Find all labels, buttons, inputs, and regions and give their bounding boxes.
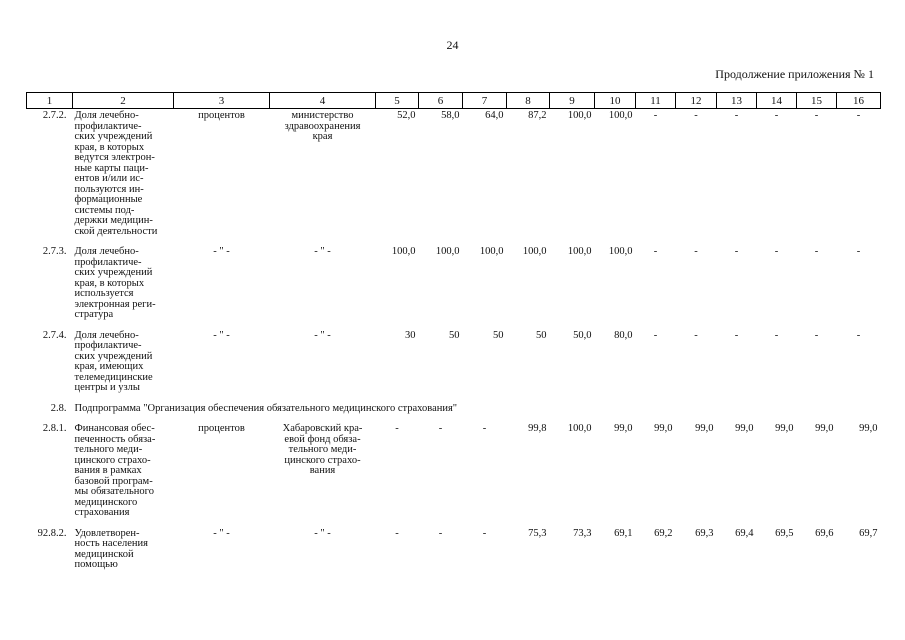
cell-line: - " - (314, 329, 331, 341)
table-body-section-2-8 (27, 422, 881, 579)
value-cell: - (734, 110, 739, 121)
value-cell: 69,7 (859, 527, 878, 539)
cell-line: - " - (213, 527, 230, 539)
value-cell: - (734, 329, 739, 341)
cell-line: ских учреждений (74, 267, 153, 278)
value-cell: - (814, 329, 819, 341)
value-cell: 50 (449, 329, 460, 341)
column-header: 15 (797, 93, 837, 109)
cell-line: телемедицинские (74, 371, 153, 383)
value-cell: 69,3 (695, 527, 714, 539)
cell-line: ских учреждений (74, 131, 153, 142)
column-header: 2 (73, 93, 174, 109)
cell-line: - " - (213, 329, 230, 341)
cell-line: Доля лечебно- (74, 246, 139, 257)
cell-line: - " - (213, 246, 230, 257)
column-header: 1 (27, 93, 73, 109)
cell-line: используется (74, 288, 134, 299)
column-header: 11 (636, 93, 676, 109)
cell-line: ской деятельности (74, 225, 158, 237)
cell-line: системы под- (74, 204, 135, 216)
table-header-row (27, 93, 881, 109)
value-cell: - (694, 110, 698, 121)
responsible-executor (270, 422, 376, 527)
value-cell: - (694, 246, 698, 257)
cell-line: тельного меди- (74, 444, 143, 455)
table-body-section-2-7 (27, 109, 881, 402)
indicator-name (73, 422, 174, 527)
row-number: 2.8.1. (42, 423, 67, 434)
value-cell: 100,0 (435, 246, 460, 257)
unit-of-measure (174, 329, 270, 402)
cell-line: тельного меди- (288, 444, 357, 455)
value-cell: 80,0 (614, 329, 633, 341)
responsible-executor (270, 245, 376, 329)
cell-line: края, имеющих (74, 361, 144, 372)
column-header: 12 (676, 93, 717, 109)
cell-line: министерство (291, 110, 354, 121)
value-cell: - (774, 246, 779, 257)
table-row (27, 527, 881, 579)
value-cell: - (856, 329, 861, 341)
value-cell: 69,6 (815, 527, 834, 539)
column-header: 9 (550, 93, 595, 109)
indicator-name (73, 109, 174, 246)
cell-line: мы обязательного (74, 486, 154, 497)
subprogram-title: Подпрограмма "Организация обеспечения обязательного медицинского страхования" (74, 402, 458, 414)
value-cell: 100,0 (567, 110, 592, 121)
cell-line: цинского страхо- (284, 454, 361, 466)
column-header: 6 (419, 93, 463, 109)
cell-line: Хабаровский кра- (282, 423, 363, 434)
cell-line: края (312, 131, 333, 142)
value-cell: - (734, 246, 739, 257)
value-cell: 75,3 (528, 527, 547, 539)
value-cell: - (653, 110, 658, 121)
table-row (27, 422, 881, 527)
value-cell: - (856, 110, 861, 121)
cell-line: - " - (314, 527, 331, 539)
value-cell: - (814, 246, 819, 257)
value-cell: 100,0 (567, 246, 592, 257)
cell-line: стратура (74, 309, 114, 320)
column-header: 13 (717, 93, 757, 109)
subprogram-section (27, 402, 881, 423)
subprogram-number: 2.8. (50, 402, 67, 414)
value-cell: - (653, 246, 658, 257)
column-header: 14 (757, 93, 797, 109)
value-cell: 100,0 (522, 246, 547, 257)
cell-line: печенность обяза- (74, 433, 156, 445)
value-cell: 99,0 (614, 423, 633, 434)
cell-line: цинского страхо- (74, 454, 151, 466)
value-cell: 50 (536, 329, 547, 341)
cell-line: ентов и/или ис- (74, 173, 144, 184)
value-cell: 69,1 (614, 527, 633, 539)
cell-line: здравоохранения (284, 120, 361, 132)
cell-line: профилактиче- (74, 120, 142, 132)
page-number: 24 (446, 38, 459, 52)
unit-of-measure (174, 245, 270, 329)
value-cell: - (694, 329, 698, 341)
value-cell: - (814, 110, 819, 121)
cell-line: Финансовая обес- (74, 423, 155, 434)
cell-line: края, в которых (74, 141, 145, 153)
value-cell: 100,0 (608, 246, 633, 257)
cell-line: профилактиче- (74, 256, 142, 268)
responsible-executor (270, 109, 376, 246)
column-header: 16 (837, 93, 881, 109)
value-cell: 99,0 (654, 423, 673, 434)
cell-line: ные карты паци- (74, 162, 149, 174)
value-cell: 69,4 (735, 527, 754, 539)
value-cell: 64,0 (485, 110, 504, 121)
table-row (27, 245, 881, 329)
column-header: 3 (174, 93, 270, 109)
cell-line: евой фонд обяза- (284, 433, 361, 445)
value-cell: - (395, 527, 399, 539)
row-number: 2.7.3. (42, 246, 67, 257)
cell-line: края, в которых (74, 277, 145, 289)
row-number: 92.8.2. (37, 527, 67, 539)
column-header: 8 (507, 93, 550, 109)
value-cell: - (856, 246, 861, 257)
value-cell: 99,0 (815, 423, 834, 434)
value-cell: - (774, 329, 779, 341)
cell-line: медицинского (74, 496, 138, 508)
responsible-executor (270, 329, 376, 402)
cell-line: ность населения (74, 538, 148, 549)
indicator-name (73, 527, 174, 579)
cell-line: Доля лечебно- (74, 110, 139, 121)
value-cell: 30 (405, 329, 416, 341)
unit-of-measure (174, 422, 270, 527)
value-cell: 99,0 (775, 423, 794, 434)
cell-line: процентов (198, 110, 245, 121)
cell-line: Удовлетворен- (74, 527, 140, 539)
value-cell: 100,0 (391, 246, 416, 257)
subprogram-row (27, 402, 881, 423)
cell-line: ведутся электрон- (74, 152, 155, 163)
column-header: 10 (595, 93, 636, 109)
value-cell: - (774, 110, 779, 121)
value-cell: 100,0 (567, 423, 592, 434)
unit-of-measure (174, 109, 270, 246)
value-cell: 99,0 (859, 423, 878, 434)
cell-line: - " - (314, 246, 331, 257)
cell-line: медицинской (74, 548, 134, 560)
cell-line: профилактиче- (74, 340, 142, 351)
value-cell: 99,0 (695, 423, 714, 434)
value-cell: 50,0 (573, 329, 592, 341)
cell-line: электронная реги- (74, 298, 156, 310)
value-cell: 50 (493, 329, 504, 341)
value-cell: - (395, 423, 399, 434)
unit-of-measure (174, 527, 270, 579)
appendix-continuation-note: Продолжение приложения № 1 (715, 67, 874, 81)
value-cell: 52,0 (397, 110, 416, 121)
cell-line: формационные (74, 194, 143, 205)
value-cell: 69,2 (654, 527, 673, 539)
indicators-table (26, 92, 881, 579)
table-row (27, 329, 881, 402)
responsible-executor (270, 527, 376, 579)
table-row (27, 109, 881, 246)
value-cell: 69,5 (775, 527, 794, 539)
cell-line: страхования (74, 507, 130, 518)
cell-line: центры и узлы (74, 382, 140, 393)
row-number: 2.7.4. (42, 329, 67, 341)
value-cell: - (482, 423, 487, 434)
cell-line: помощью (74, 559, 118, 570)
cell-line: Доля лечебно- (74, 329, 139, 341)
cell-line: ских учреждений (74, 350, 153, 362)
cell-line: базовой програм- (74, 475, 153, 487)
cell-line: держки медицин- (74, 215, 153, 226)
indicator-name (73, 245, 174, 329)
value-cell: 73,3 (573, 527, 592, 539)
value-cell: - (482, 527, 487, 539)
value-cell: 58,0 (441, 110, 460, 121)
column-header: 4 (270, 93, 376, 109)
cell-line: вания (309, 465, 336, 476)
value-cell: 87,2 (528, 110, 547, 121)
value-cell: 99,8 (528, 423, 547, 434)
value-cell: 99,0 (735, 423, 754, 434)
value-cell: 100,0 (479, 246, 504, 257)
value-cell: - (438, 527, 443, 539)
indicator-name (73, 329, 174, 402)
value-cell: - (653, 329, 658, 341)
cell-line: вания в рамках (74, 465, 142, 476)
column-header: 7 (463, 93, 507, 109)
value-cell: - (438, 423, 443, 434)
row-number: 2.7.2. (42, 110, 67, 121)
cell-line: пользуются ин- (74, 183, 144, 195)
value-cell: 100,0 (608, 110, 633, 121)
cell-line: процентов (198, 423, 245, 434)
column-header: 5 (376, 93, 419, 109)
